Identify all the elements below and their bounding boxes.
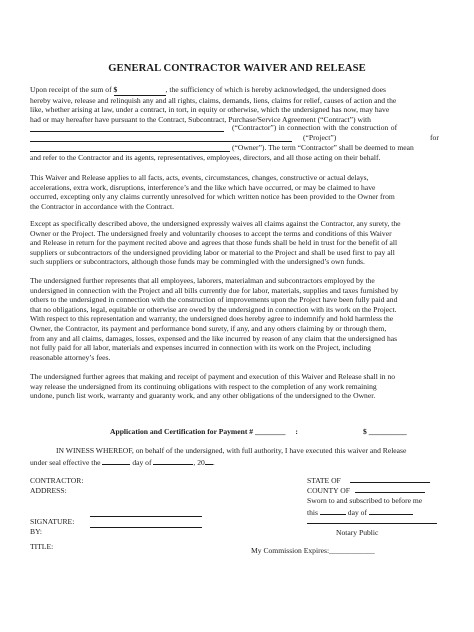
p2-line: This Waiver and Release applies to all facts, acts, events, circumstances, changes, constructive or actual delays, <box>30 173 369 182</box>
month-blank[interactable] <box>153 456 193 465</box>
notary-signature-blank[interactable] <box>307 523 437 524</box>
p4-line: reasonable attorney’s fees. <box>30 352 111 362</box>
signature-blank[interactable] <box>90 516 202 517</box>
paragraph-representation <box>30 276 445 362</box>
day-of-label: day of <box>347 508 367 517</box>
county-blank[interactable] <box>355 492 425 493</box>
p4-line: undersigned in connection with the Project and all bills currently due for labor, materials, supplies and taxes furnished by <box>30 285 399 295</box>
paragraph-scope <box>30 173 445 211</box>
p1-l7: (“Owner”). The term “Contractor” shall be deemed to mean <box>232 143 414 152</box>
p1-l2: hereby waive, release and relinquish any and all rights, claims, demands, liens, claims for relief, causes of action and the <box>30 95 397 105</box>
p3-line: suppliers or subcontractors of the undersigned providing labor or material to the Project and shall be used first to pay all <box>30 247 395 257</box>
witness-l2a: under seal effective the <box>30 458 101 467</box>
this-month-blank[interactable] <box>369 506 413 515</box>
witness-line-2: under seal effective the day of , 20 . <box>30 458 215 467</box>
state-blank[interactable] <box>350 482 430 483</box>
owner-blank[interactable] <box>30 151 230 152</box>
this-day-blank[interactable] <box>320 506 346 515</box>
p5-line: way release the undersigned from its continuing obligations with respect to the completion of any work remaining <box>30 381 377 391</box>
sworn-text: Sworn to and subscribed to before me <box>307 496 423 505</box>
p3-line: such suppliers or subcontractors, although those funds may be commingled with the undersigned’s own funds. <box>30 257 365 267</box>
p3-line: and Release in return for the payment recited above and agrees that those funds shall be held in trust for the benefit of all <box>30 238 398 248</box>
certification-line <box>110 427 298 437</box>
paragraph-consideration <box>30 85 445 124</box>
commission-expires-label[interactable]: My Commission Expires:____________ <box>251 546 375 555</box>
p2-line: accelerations, extra work, disruptions, interference’s and the like which have occurred, or may be claimed to have <box>30 182 376 192</box>
document-title: GENERAL CONTRACTOR WAIVER AND RELEASE <box>108 63 366 74</box>
contractor-label: CONTRACTOR: <box>30 476 84 485</box>
p4-line: With respect to this representation and warranty, the undersigned does hereby agree to indemnify and hold harmless the <box>30 314 394 324</box>
witness-l2b: day of <box>132 458 152 467</box>
paragraph-waiver <box>30 219 445 267</box>
p1-l4: had or may hereafter have pursuant to the Contract, Subcontract, Purchase/Service Agreement (“Contract”) with <box>30 114 371 124</box>
p1-l8: and refer to the Contractor and its agents, representatives, employees, directors, and all those acting on their behalf. <box>30 153 381 162</box>
notary-public-label: Notary Public <box>336 528 379 537</box>
p2-line: the Contractor in accordance with the Contract. <box>30 201 175 211</box>
p1-l6b: for <box>430 133 439 142</box>
certification-number-blank[interactable]: ________ <box>254 427 286 436</box>
contractor-name-blank[interactable] <box>30 131 224 132</box>
state-label: STATE OF <box>307 476 341 485</box>
project-blank[interactable] <box>30 141 292 142</box>
this-label: this <box>307 508 318 517</box>
this-day-line <box>307 506 413 518</box>
county-label: COUNTY OF <box>307 486 350 495</box>
p5-line: The undersigned further agrees that making and receipt of payment and execution of this Waiver and Release shall in no <box>30 372 396 381</box>
certification-amount[interactable]: $ __________ <box>363 427 407 436</box>
p4-line: not fully paid for all labor, materials and expenses incurred in connection with its work on the Project, including <box>30 343 371 353</box>
p1-l3: like, whether arising at law, under a contract, in tort, in equity or otherwise, which the undersigned has now, may have <box>30 105 390 115</box>
sum-blank[interactable]: $ <box>114 85 166 96</box>
certification-colon: : <box>295 427 298 436</box>
p2-line: occurred, excepting only any claims currently unresolved for which written notice has been provided to the Owner from <box>30 192 395 202</box>
p4-line: Owner, the Contractor, its payment and performance bond surety, if any, and any others claiming by or through them, <box>30 323 387 333</box>
p1-l6a: (“Project”) <box>303 133 337 142</box>
signature-label: SIGNATURE: <box>30 517 75 526</box>
p3-line: Except as specifically described above, the undersigned expressly waives all claims against the Contractor, any surety, the <box>30 219 401 228</box>
p4-line: from any and all claims, damages, losses, expensed and the like incurred by reason of any claim that the undersigned has <box>30 333 398 343</box>
year-blank[interactable] <box>205 456 213 465</box>
p4-line: The undersigned further represents that all employees, laborers, materialman and subcontractors employed by the <box>30 276 375 285</box>
witness-line-1: IN WINESS WHEREOF, on behalf of the undersigned, with full authority, I have executed this waiver and Release <box>56 446 407 455</box>
p1-l5: (“Contractor”) in connection with the construction of <box>232 123 398 132</box>
certification-label: Application and Certification for Payment # <box>110 427 254 436</box>
p1-l1c: , the sufficiency of which is hereby acknowledged, the undersigned does <box>165 85 386 94</box>
by-label: BY: <box>30 527 42 536</box>
paragraph-obligations <box>30 372 445 401</box>
title-label: TITLE: <box>30 542 54 551</box>
day-blank[interactable] <box>102 456 130 465</box>
p4-line: others to the undersigned in connection with the construction of improvements upon the Project have been fully paid and <box>30 295 398 305</box>
p1-l1a: Upon receipt of the sum of <box>30 85 112 94</box>
p3-line: Owner or the Project. The undersigned freely and voluntarily chooses to accept the terms and conditions of this Waiver <box>30 228 392 238</box>
p4-line: that no obligations, legal, equitable or otherwise are owed by the undersigned in connection with its work on the Project. <box>30 304 397 314</box>
by-blank[interactable] <box>90 527 202 528</box>
p5-line: undone, punch list work, warranty and guaranty work, and any other obligations of the undersigned to the Owner. <box>30 391 376 401</box>
address-label: ADDRESS: <box>30 486 67 495</box>
witness-l2c: , 20 <box>193 458 205 467</box>
